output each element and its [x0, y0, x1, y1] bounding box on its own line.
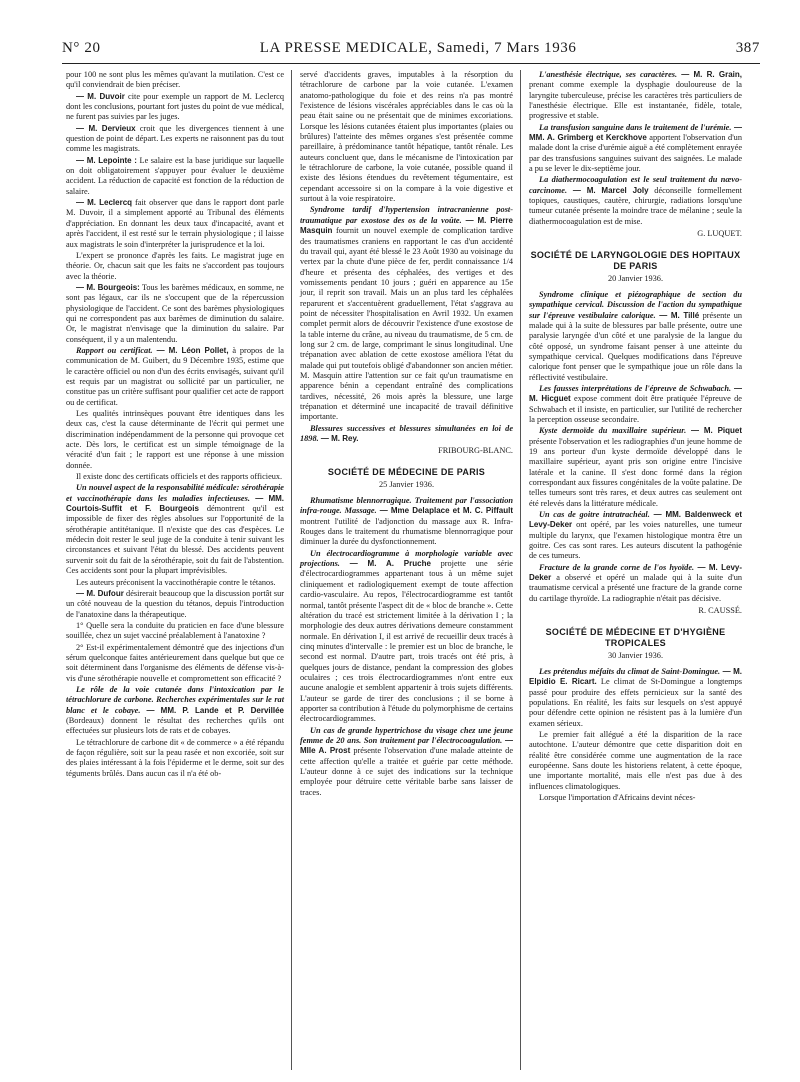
paragraph	[300, 205, 513, 422]
signature: FRIBOURG-BLANC.	[438, 446, 513, 456]
paper-title: Rapport ou certificat.	[76, 345, 153, 355]
paper-title: Un cas de goitre intratrachéal.	[539, 510, 650, 520]
paper-title: Les fausses interprétations de l'épreuve de Schwabach.	[539, 383, 732, 393]
paragraph-text: prenant comme exemple la dysphagie douloureuse de la laryngite tuberculeuse, précise les caractères très particuliers de l'anesthésie électrique. Elle est instantanée, fidèle, totale, progressive et stable.	[529, 80, 742, 121]
speaker-name: — MM. Baldenweck et Levy-Deker	[529, 510, 743, 530]
paragraph	[66, 70, 284, 91]
paragraph	[300, 496, 513, 548]
session-date: 30 Janvier 1936.	[607, 650, 664, 660]
signature: R. CAUSSÉ.	[698, 606, 742, 616]
paragraph	[529, 793, 742, 803]
paragraph	[66, 738, 284, 779]
paragraph	[529, 123, 742, 175]
paragraph-text: Tous les barèmes médicaux, en somme, ne sont pas légaux, car ils ne s'occupent que de la répercussion physiologique de l'accident. Ce sont des barèmes physiologiques qui ne correspondent pas aux barèmes de diminution du salaire. Or, le magistrat n'envisage que la diminution du salaire. Par conséquent, il y a un malentendu.	[66, 282, 284, 344]
speaker-name: — MM. A. Grimberg et Kerckhove	[529, 122, 742, 143]
paper-title: Kyste dermoïde du maxillaire supérieur.	[539, 426, 687, 436]
paragraph-text: cite pour exemple un rapport de M. Leclercq dont les conclusions, pourtant fort justes du point de vue médical, ne furent pas suivies par les juges.	[66, 91, 285, 122]
section-heading: SOCIÉTÉ DE MÉDECINE DE PARIS	[327, 466, 486, 477]
paragraph-text: démontrent qu'il est impossible de fixer des règles absolues sur l'opportunité de la sérothérapie antitétanique. Il n'existe que des cas d'espèces. Le médecin doit rester le seul juge de la conduite à tenir suivant les circonstances et suivant l'état du blessé. Des accidents peuvent survenir soit du fait de la sérothérapie, soit du fait de l'abstention. Ces accidents sont pour la plupart imprévisibles.	[66, 504, 284, 576]
speaker-name: — M. Elpidio E. Ricart.	[529, 666, 742, 687]
paragraph-text: présente l'observation et les radiographies d'un jeune homme de 19 ans porteur d'un kyste dermoïde développé dans le maxillaire supérieur, ayant pris son origine entre l'incisive latérale et la canine. Il s'est donc formé dans la région correspondant aux fissures congénitales de la voûte palatine. De telles tumeurs sont très rares, et deux autres cas seulement ont été relevés dans la littérature médicale.	[529, 436, 742, 508]
paper-title: Fracture de la grande corne de l'os hyoïde.	[539, 562, 695, 572]
page-number: 387	[735, 40, 760, 56]
paper-title: Syndrome clinique et piézographique de section du sympathique cervical. Discussion de l'action du sympathique sur l'épreuve vestibulaire calorique.	[529, 289, 742, 320]
paragraph	[529, 667, 742, 729]
paragraph-text: projette une série d'électrocardiogrammes appartenant tous à un même sujet cliniquement et radiologiquement exempt de toute affection cardio-vasculaire. Au repos, l'électrocardiogramme est tantôt normal, tantôt présente l'aspect dit de « bloc de branche ». Cette altération du tracé est strictement limitée à la dérivation I ; la morphologie des deux autres dérivations demeure constamment normale. En dérivation I, il est arrivé de recueillir deux tracés à cinq minutes d'intervalle : le premier est un bloc de branche, le second est normal. D'autre part, trois tracés ont été pris, à quelques jours de distance, pendant la compression des globes oculaires ; ces trois électrocardiogrammes n'ont entre eux aucune analogie et semblent appartenir à trois sujets différents. L'auteur se garde de tirer des conclusions ; il se borne à apporter sa contribution à l'étude du polymorphisme de certains électrocardiogrammes.	[300, 559, 513, 724]
paragraph-text: ont opéré, par les voies naturelles, une tumeur multiple du larynx, que l'examen histologique montra être un goitre. Ces cas sont rares. Les auteurs discutent la pathogénie de ces tumeurs.	[529, 520, 742, 561]
paper-title: Un nouvel aspect de la responsabilité médicale: sérothérapie et vaccinothérapie dans les maladies infectieuses.	[66, 483, 284, 503]
paragraph	[300, 424, 513, 445]
paragraph	[66, 621, 284, 642]
speaker-name: — MM. P. Lande et P. Dervillée	[140, 705, 284, 715]
speaker-name: — M. Pierre Masquin	[300, 215, 513, 236]
speaker-name: — M. A. Pruche	[339, 559, 431, 569]
paragraph-text: Le premier fait allégué a été la disparition de la race autochtone. L'auteur démontre que cette disparition doit en réalité être considérée comme une augmentation de la race européenne. Sans doute les historiens relatent, à cette époque, une importante mortalité, mais elle n'est pas due à des influences climatologiques.	[529, 729, 742, 791]
paper-title: Rhumatisme blennorragique. Traitement par l'association infra-rouge. Massage.	[300, 496, 513, 516]
speaker-name: — M. Levy-Deker	[529, 562, 743, 583]
column-3	[520, 70, 746, 1070]
paragraph	[300, 549, 513, 725]
masthead	[62, 40, 760, 62]
paper-title: Le rôle de la voie cutanée dans l'intoxication par le tétrachlorure de carbone. Recherches expérimentales sur le rat blanc et le cobaye.	[66, 684, 284, 715]
paragraph-text: présente l'observation d'une malade atteinte de cette affection qu'elle a traitée et guérie par cette méthode. L'auteur donne à ce sujet des indications sur la technique employée pour détruire cette véritable barbe sans laisser de traces.	[300, 746, 514, 797]
paragraph-text: montrent l'utilité de l'adjonction du massage aux R. Infra-Rouges dans le traitement du rhumatisme blennorragique pour diminuer la durée du dysfonctionnement.	[300, 516, 513, 547]
speaker-name: — M. Hicguet	[529, 383, 742, 404]
paragraph-text: Lorsque l'importation d'Africains devint néces-	[539, 792, 696, 802]
paragraph	[300, 726, 513, 798]
speaker-name: — M. Marcel Joly	[567, 185, 649, 195]
paragraph	[66, 409, 284, 471]
section-heading: SOCIÉTÉ DE MÉDECINE ET D'HYGIÈNE TROPICALES	[545, 626, 726, 648]
paragraph-text: fournit un nouvel exemple de complication tardive des traumatismes craniens en rapportant le cas d'un accidenté du travail qui, ayant été blessé le 23 Août 1930 au voisinage du vertex par la chute d'une pièce de fer, perdit connaissance 1/4 d'heure et présenta des céphalées, des vertiges et des vomissements pendant 10 jours ; guéri en apparence au 15e jour, il reprit son travail. Mais un an plus tard les céphalées reparurent et s'accentuèrent graduellement, l'état s'aggrava au point de nécessiter l'hospitalisation en Avril 1932. Un examen complet permit alors de découvrir l'existence d'une exostose de la table interne du crâne, au niveau du traumatisme, de 5 cm. de long sur 2 cm. de large, comprimant le sinus longitudinal. Une trépanation avec ablation de cette exostose améliora l'état du malade qui put toutefois obligé d'abandonner son ancien métier. M. Masquin attire l'attention sur ce fait qu'un traumatisme en apparence bénin a cependant entraîné des complications tardives, nécessité, 26 mois après la blessure, une large trépanation et déterminé une incapacité de travail définitive importante.	[300, 226, 513, 422]
speaker-name: — M. Leclercq	[76, 198, 133, 208]
speaker-name: — MM. Courtois-Suffit et F. Bourgeois	[66, 493, 285, 514]
signature: G. LUQUET.	[697, 229, 742, 239]
paragraph	[66, 589, 284, 620]
paper-title: Un cas de grande hypertrichose du visage chez une jeune femme de 20 ans. Son traitement par l'électrocoagulation.	[300, 725, 513, 745]
paragraph	[66, 643, 284, 684]
paragraph-text: L'expert se prononce d'après les faits. Le magistrat juge en théorie. Or, chacun sait que les faits ne s'accordent pas toujours avec la théorie.	[66, 250, 284, 281]
paragraph	[66, 685, 284, 737]
paragraph-text: à propos de la communication de M. Guibert, du 9 Décembre 1935, estime que le caractère officiel ou non d'un des écrits envisagés, suivant qu'il est requis par un magistrat ou sollicité par un particulier, ne constitue pas un critère suffisant pour qualifier cet acte de rapport ou de certificat.	[66, 345, 284, 407]
speaker-name: — M. Dervieux	[76, 123, 136, 133]
paragraph	[529, 70, 742, 122]
paragraph-text: (Bordeaux) donnent le résultat des recherches qu'ils ont effectuées sur plusieurs lots de rats et de cobayes.	[66, 715, 284, 736]
paper-title: Syndrome tardif d'hypertension intracranienne post-traumatique par exostose des os de la voûte.	[300, 205, 513, 225]
paragraph	[66, 483, 284, 576]
journal-title: LA PRESSE MEDICALE, Samedi, 7 Mars 1936	[259, 40, 577, 56]
paragraph	[529, 426, 742, 509]
speaker-name: — M. Piquet	[686, 426, 743, 436]
paragraph-text: présente un malade qui à la suite de blessures par balle présente, outre une paralysie laryngée d'un côté et une paralysie de la langue du côté opposé, un syndrome faisant penser à une atteinte du sympathique cervical. Quelques modifications dans l'épreuve calorique font penser que le sympathique joue un rôle dans la réflectivité vestibulaire.	[529, 310, 742, 382]
column-2	[291, 70, 517, 1070]
issue-number: N° 20	[62, 40, 101, 56]
paragraph	[529, 730, 742, 792]
speaker-name: — M. R. Grain,	[677, 70, 742, 79]
paragraph-text: Les qualités intrinsèques pouvant être identiques dans les deux cas, c'est la cause déterminante de l'écrit qui permet une discrimination indépendamment de la personne qui provoque cet acte. Dès lors, le certificat est un simple témoignage de la véracité d'un fait ; le rapport est une réponse à une mission donnée.	[66, 409, 284, 470]
paragraph-text: désirerait beaucoup que la discussion portât sur un côté nouveau de la question du tétanos, depuis l'introduction de l'anatoxine dans la thérapeutique.	[66, 588, 284, 619]
paragraph-text: Le tétrachlorure de carbone dit « de commerce » a été répandu de façon régulière, soit sur la peau rasée et non excoriée, soit sur des plaies intéressant à la fois l'épiderme et le derme, soit sur des téguments brûlés. Dans aucun cas il n'a été ob-	[66, 737, 284, 778]
paragraph	[66, 92, 284, 123]
speaker-name: — M. Rey.	[318, 434, 359, 444]
paragraph-text: a observé et opéré un malade qui à la suite d'un traumatisme cervical a présenté une fracture de la grande corne du cartilage thyroïde. La radiographie n'était pas décisive.	[529, 573, 742, 603]
columns	[62, 70, 762, 1070]
paragraph-text: expose comment doit être pratiquée l'épreuve de Schwabach et il insiste, en particulier, sur l'utilité de rechercher la perception osseuse secondaire.	[529, 394, 742, 424]
session-date: 20 Janvier 1936.	[607, 273, 664, 283]
paragraph-text: 1° Quelle sera la conduite du praticien en face d'une blessure souillée, chez un sujet vacciné préalablement à l'anatoxine ?	[66, 620, 284, 641]
paragraph-text: Les auteurs préconisent la vaccinothérapie contre le tétanos.	[76, 577, 276, 587]
paragraph	[529, 510, 742, 562]
paragraph	[66, 578, 284, 588]
speaker-name: — Mme Delaplace et M. C. Piffault	[376, 506, 513, 516]
paragraph-text: Le salaire est la base juridique sur laquelle on doit obligatoirement s'appuyer pour évaluer le deuxième accident. La réduction de capacité est fonction de la réduction de salaire.	[66, 155, 284, 196]
paragraph	[529, 290, 742, 383]
paragraph	[66, 156, 284, 197]
paragraph	[66, 472, 284, 482]
speaker-name: — M. Léon Pollet,	[152, 345, 229, 355]
paragraph	[66, 346, 284, 408]
paper-title: Blessures successives et blessures simultanées en loi de 1898.	[300, 423, 513, 444]
paragraph-text: servé d'accidents graves, imputables à la résorption du tétrachlorure de carbone par la voie cutanée. L'examen anatomo-pathologique du foie et des reins n'a pas montré l'existence de lésions viscérales appréciables dans le cas où la peau était saine ou ne présentait que de minimes excoriations. Lorsque les lésions cutanées étaient plus importantes (plaies ou brûlures) l'atteinte des mêmes organes s'est présentée comme pareillaire, à prédominance tantôt hépatique, tantôt rénale. Les auteurs concluent que, dans le mécanisme de l'intoxication par le tétrachlorure de carbone, la voie cutanée, possible quand il existe des lésions étendues du revêtement tégumentaire, est cependant accessoire si on la compare à la voie digestive et surtout à la voie respiratoire.	[300, 70, 513, 204]
paragraph	[529, 384, 742, 425]
paragraph	[66, 283, 284, 345]
speaker-name: — M. Lepointe :	[76, 155, 137, 165]
speaker-name: — M. Tillé	[655, 310, 700, 320]
paragraph-text: pour 100 ne sont plus les mêmes qu'avant la mutilation. C'est ce qu'il conviendrait de bien préciser.	[66, 70, 284, 90]
session-date: 25 Janvier 1936.	[378, 479, 435, 489]
paragraph	[66, 251, 284, 282]
paragraph-text: fait observer que dans le rapport dont parle M. Duvoir, il a simplement apporté au Tribunal des éléments d'appréciation. En donnant les deux taux d'incapacité, avant et après l'accident, il est resté sur le terrain physiologique ; il laisse aux magistrats le soin d'interpréter la jurisprudence et la loi.	[66, 198, 284, 249]
paper-title: La transfusion sanguine dans le traitement de l'urémie.	[539, 122, 732, 132]
paragraph	[66, 124, 284, 155]
paragraph	[529, 175, 742, 227]
speaker-name: — Mlle A. Prost	[300, 735, 513, 756]
paper-title: Les prétendus méfaits du climat de Saint-Domingue.	[539, 666, 721, 676]
speaker-name: — M. Bourgeois:	[76, 282, 140, 292]
paragraph-text: 2° Est-il expérimentalement démontré que des injections d'un sérum quelconque faites antérieurement dans quelque but que ce soit déterminent dans l'organisme des éléments de défense vis-à-vis d'une sérothérapie nouvelle et compromettent son efficacité ?	[66, 642, 284, 683]
paragraph	[300, 70, 513, 204]
paragraph-text: Il existe donc des certificats officiels et des rapports officieux.	[76, 472, 283, 482]
paper-title: Un électrocardiogramme à morphologie variable avec projections.	[300, 548, 513, 569]
speaker-name: — M. Duvoir	[76, 91, 125, 101]
header-rule	[62, 63, 760, 64]
paragraph-text: Le climat de St-Domingue a longtemps passé pour produire des effets pernicieux sur la santé des populations. En réalité, les faits sur lesquels on s'est appuyé pour défendre cette opinion ne résistent pas à la lumière d'un examen sérieux.	[529, 677, 742, 728]
paragraph-text: croit que les divergences tiennent à une question de point de départ. Les experts ne raisonnent pas du tout comme les magistrats.	[66, 123, 284, 154]
column-1	[62, 70, 288, 1070]
paragraph	[529, 563, 742, 604]
paragraph-text: déconseille formellement topiques, caustiques, cautère, chirurgie, radiations lorsqu'une tumeur cutanée présente la moindre trace de mélanine ; seule la diathermocoagulation est de mise.	[529, 185, 742, 226]
speaker-name: — M. Dufour	[76, 588, 124, 598]
paper-title: L'anesthésie électrique, ses caractères.	[539, 70, 678, 79]
section-heading: SOCIÉTÉ DE LARYNGOLOGIE DES HOPITAUX DE PARIS	[530, 249, 741, 271]
paper-title: La diathermocoagulation est le seul traitement du nævo-carcinome.	[529, 175, 742, 195]
paragraph	[66, 198, 284, 250]
paragraph-text: apportent l'observation d'un malade dont la crise d'urémie aiguë a été complètement enrayée par des transfusions sanguines suivant des saignées. Le malade a pu se lever le dix-septième jour.	[529, 133, 742, 174]
